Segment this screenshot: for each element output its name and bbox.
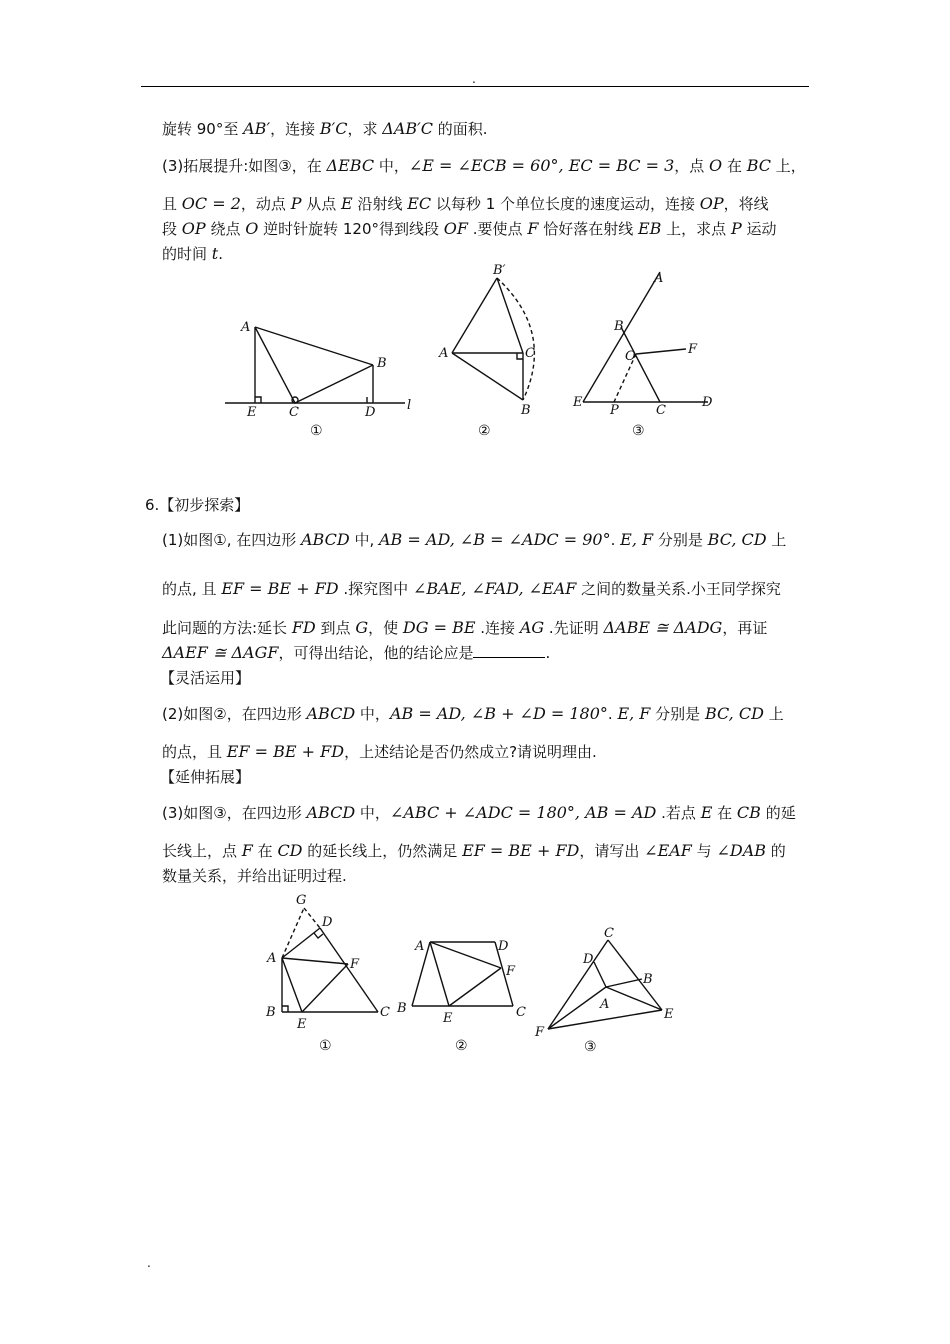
text: ，点	[674, 157, 710, 175]
math: B′C	[319, 119, 348, 138]
fig3-label-A: A	[654, 271, 664, 286]
text: .	[545, 644, 551, 662]
text: 到点	[315, 619, 356, 637]
p5-figure-1	[225, 315, 425, 440]
p6-line4	[162, 642, 550, 663]
fig1-label-E: E	[247, 405, 257, 420]
text: 中，	[355, 705, 390, 723]
math: BC	[746, 156, 772, 175]
fig1-label-l: l	[407, 398, 412, 413]
fig1-label-C: C	[289, 405, 299, 420]
fig6-3-label-B: B	[643, 972, 653, 987]
p6-figure-2	[395, 928, 535, 1060]
fig6-3-label-E: E	[664, 1007, 674, 1022]
fig3-label-O: O	[625, 349, 636, 364]
fig2-label-B: B	[521, 403, 531, 418]
text: 的	[766, 842, 786, 860]
p6-line2	[162, 578, 781, 599]
math: EF = BE + FD	[221, 579, 339, 598]
math: F	[241, 841, 253, 860]
p6-figure-1	[260, 890, 395, 1060]
fig6-1-label-F: F	[350, 957, 360, 972]
text: ，求	[347, 120, 383, 138]
text: 以每秒 1 个单位长度的速度运动，连接	[431, 195, 700, 213]
text: 运动	[741, 220, 777, 238]
text: 分别是	[653, 531, 708, 549]
math: CD	[277, 841, 303, 860]
math: ABCD	[306, 704, 356, 723]
p6-title: 6.【初步探索】	[145, 496, 250, 514]
fig6-2-label-B: B	[397, 1001, 407, 1016]
fig3-label-E: E	[573, 395, 583, 410]
math: BC, CD	[704, 704, 764, 723]
text: 上	[766, 531, 787, 549]
math: BC, CD	[707, 530, 767, 549]
math: t	[211, 244, 219, 263]
text: 的延长线上，仍然满足	[302, 842, 463, 860]
text: 段	[162, 220, 182, 238]
text: 的点, 且	[162, 580, 222, 598]
text: ，连接	[270, 120, 320, 138]
text: 沿射线	[352, 195, 408, 213]
text: 分别是	[650, 705, 705, 723]
text: ，动点	[240, 195, 291, 213]
text: ，上述结论是否仍然成立?请说明理由.	[344, 743, 597, 761]
math: AB = AD, ∠B = ∠ADC = 90°	[379, 530, 611, 549]
math: F	[527, 219, 539, 238]
text: 的点，且	[162, 743, 227, 761]
fig6-1-label-E: E	[297, 1017, 307, 1032]
math: EC	[407, 194, 432, 213]
fig2-caption: ②	[478, 423, 491, 439]
math: E	[341, 194, 353, 213]
text: ，请写出	[579, 842, 645, 860]
p6-line1	[162, 529, 786, 550]
fig6-1-caption: ①	[319, 1038, 332, 1054]
text: .	[610, 531, 621, 549]
text: 逆时针旋转 120°得到线段	[258, 220, 444, 238]
fig1-label-D: D	[365, 405, 376, 420]
math: OF	[443, 219, 468, 238]
p6-line9: 数量关系，并给出证明过程.	[162, 867, 347, 885]
p5-line5	[162, 243, 223, 264]
text: 上	[763, 705, 784, 723]
fig2-label-C: C	[525, 346, 535, 361]
p6-line5	[162, 703, 784, 724]
fig6-3-label-F: F	[535, 1025, 545, 1040]
text: 上，	[771, 157, 806, 175]
p6-figure-3	[530, 925, 690, 1060]
fig6-2-label-A: A	[415, 939, 425, 954]
text: 之间的数量关系.小王同学探究	[576, 580, 781, 598]
fig2-label-A: A	[439, 346, 449, 361]
header-dot: .	[472, 72, 476, 86]
p6-line7	[162, 802, 796, 823]
math: O	[709, 156, 723, 175]
text: .	[218, 245, 223, 263]
math: E	[700, 803, 713, 822]
fig3-label-F: F	[688, 342, 698, 357]
math: EF = BE + FD	[462, 841, 580, 860]
math: P	[730, 219, 742, 238]
fig6-3-caption: ③	[584, 1039, 597, 1055]
text: 长线上，点	[162, 842, 242, 860]
math: FD	[291, 618, 316, 637]
fig6-2-label-F: F	[506, 964, 516, 979]
math: EF = BE + FD	[226, 742, 345, 761]
fig6-2-caption: ②	[455, 1038, 468, 1054]
math: P	[290, 194, 302, 213]
text: 上，求点	[661, 220, 731, 238]
math: ∠BAE, ∠FAD, ∠EAF	[412, 579, 577, 598]
text: (3)拓展提升:如图③，在	[162, 157, 327, 175]
text: 在	[712, 804, 737, 822]
math: ∠DAB	[716, 841, 766, 860]
answer-blank	[473, 643, 545, 658]
math: ΔABE ≅ ΔADG	[603, 618, 723, 637]
p6-section2: 【灵活运用】	[160, 669, 251, 687]
fig3-label-C: C	[656, 403, 666, 418]
text: 从点	[301, 195, 341, 213]
text: 中,	[349, 531, 379, 549]
text: (1)如图①, 在四边形	[162, 531, 301, 549]
math: DG = BE	[402, 618, 476, 637]
fig6-2-label-D: D	[498, 939, 509, 954]
math: ABCD	[306, 803, 356, 822]
header-rule	[141, 86, 809, 87]
p5-line2	[162, 155, 806, 176]
text: .先证明	[544, 619, 604, 637]
text: 的时间	[162, 245, 212, 263]
math: ABCD	[301, 530, 350, 549]
text: ，可得出结论，他的结论应是	[278, 644, 474, 662]
math: ΔEBC	[326, 156, 375, 175]
text: 中，	[374, 157, 409, 175]
p5-line4	[162, 218, 777, 239]
math: ΔAB′C	[382, 119, 434, 138]
fig6-1-label-B: B	[266, 1005, 276, 1020]
text: ，再证	[722, 619, 768, 637]
text: (2)如图②，在四边形	[162, 705, 307, 723]
math: OP	[699, 194, 724, 213]
text: .连接	[475, 619, 520, 637]
fig6-1-label-G: G	[296, 893, 307, 908]
math: OP	[181, 219, 206, 238]
text: 的面积.	[433, 120, 488, 138]
fig3-label-D: D	[702, 395, 713, 410]
p6-line8	[162, 840, 786, 861]
math: G	[355, 618, 369, 637]
text: 与	[691, 842, 717, 860]
text: 绕点	[205, 220, 246, 238]
fig6-3-label-A: A	[600, 997, 610, 1012]
fig1-label-B: B	[377, 356, 387, 371]
p6-section3: 【延伸拓展】	[160, 768, 251, 786]
p5-line3	[162, 193, 769, 214]
math: O	[245, 219, 259, 238]
math: ΔAEF ≅ ΔAGF	[162, 643, 279, 662]
math: ∠EAF	[644, 841, 692, 860]
fig2-label-Bprime: B′	[493, 263, 506, 278]
fig3-label-B: B	[614, 319, 624, 334]
math: E, F	[617, 704, 651, 723]
fig3-label-P: P	[610, 403, 619, 418]
text: ，使	[368, 619, 403, 637]
fig6-3-label-D: D	[583, 952, 594, 967]
text: 且	[162, 195, 182, 213]
fig1-label-A: A	[241, 320, 251, 335]
text: .若点	[656, 804, 701, 822]
text: ，将线	[723, 195, 769, 213]
p5-figure-3	[568, 262, 718, 440]
math: ∠ABC + ∠ADC = 180°, AB = AD	[389, 803, 657, 822]
math: AB = AD, ∠B + ∠D = 180°	[389, 704, 608, 723]
fig3-caption: ③	[632, 423, 645, 439]
fig6-1-label-A: A	[267, 951, 277, 966]
text: 在	[722, 157, 747, 175]
text: (3)如图③，在四边形	[162, 804, 307, 822]
fig6-2-label-C: C	[516, 1005, 526, 1020]
math: AB′	[243, 119, 271, 138]
math: AG	[519, 618, 545, 637]
text: 的延	[760, 804, 796, 822]
p6-line6	[162, 741, 597, 762]
math: CB	[736, 803, 761, 822]
p6-line3	[162, 617, 767, 638]
text: 此问题的方法:延长	[162, 619, 292, 637]
fig1-caption: ①	[310, 423, 323, 439]
text: 恰好落在射线	[538, 220, 638, 238]
math: ∠E = ∠ECB = 60°, EC = BC = 3	[408, 156, 675, 175]
text: 在	[252, 842, 278, 860]
p5-line1	[162, 118, 488, 139]
fig6-1-label-D: D	[322, 915, 333, 930]
text: .探究图中	[338, 580, 413, 598]
math: E, F	[620, 530, 654, 549]
text: 中，	[355, 804, 390, 822]
fig6-1-label-C: C	[380, 1005, 390, 1020]
fig6-2-label-E: E	[443, 1011, 453, 1026]
footer-dot: .	[147, 1256, 151, 1270]
math: OC = 2	[181, 194, 241, 213]
text: 旋转 90°至	[162, 120, 244, 138]
text: .要使点	[468, 220, 528, 238]
p5-figure-2	[435, 262, 550, 440]
text: .	[607, 705, 618, 723]
fig6-3-label-C: C	[604, 926, 614, 941]
math: EB	[637, 219, 662, 238]
